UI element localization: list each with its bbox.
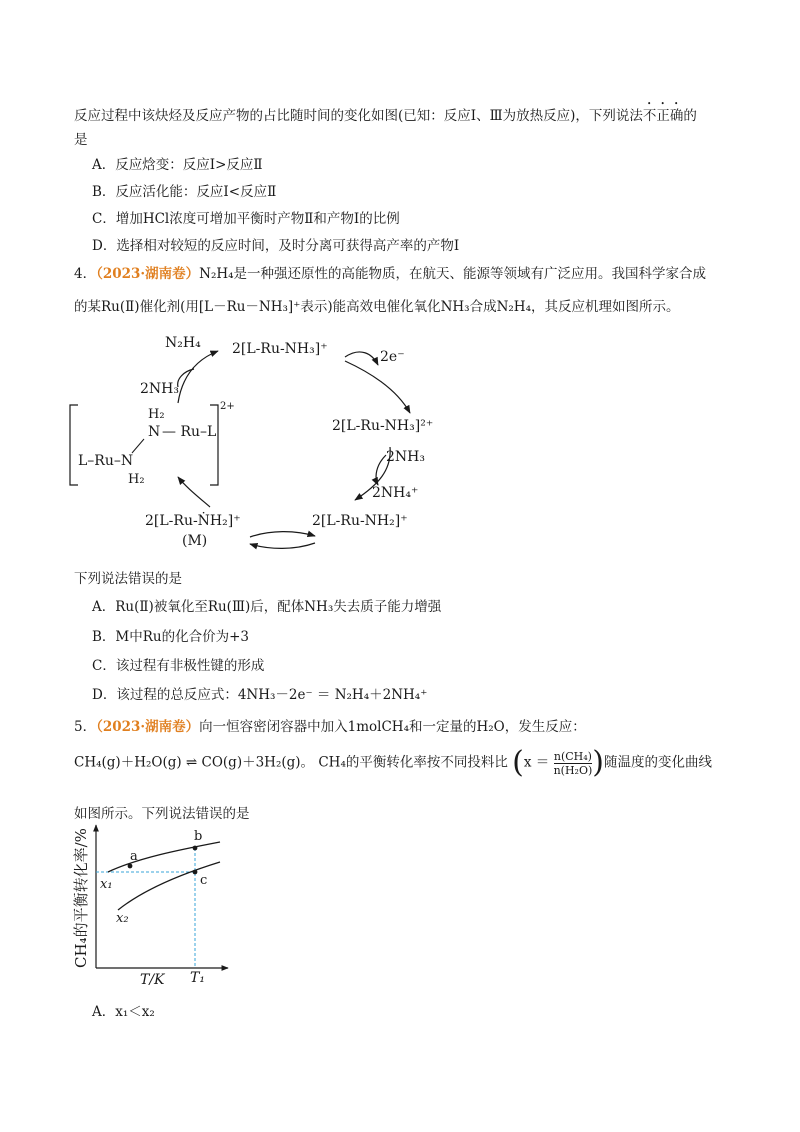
q5-option-a: A．x₁＜x₂: [92, 1004, 155, 1020]
q5-intro-line2: [74, 745, 712, 780]
q4-number: 4．: [74, 266, 97, 282]
dimer-bracket-right: [210, 405, 218, 485]
q5-ratio-fraction: [554, 750, 593, 777]
arrow-top-to-right: [345, 361, 410, 413]
right-reagent-label: 2NH₃: [386, 449, 425, 465]
q3-intro-line2: 是: [74, 132, 88, 148]
q4-intro-line2: 的某Ru(Ⅱ)催化剂(用[L－Ru－NH₃]⁺表示)能高效电催化氧化NH₃合成N₂H₄，其反应机理如图所示。: [74, 299, 680, 315]
x-tick-t1: T₁: [190, 970, 205, 986]
dimer-h2-bottom: H₂: [128, 472, 145, 487]
q5-number: 5．: [74, 719, 97, 735]
q3-option-a: A．反应焓变：反应Ⅰ>反应Ⅱ: [92, 157, 263, 173]
q4-source: （2023·湖南卷）: [96, 266, 200, 282]
series-label-1: x₁: [100, 877, 113, 892]
point-b: [193, 846, 198, 851]
arrow-bottom-to-dimer: [178, 477, 210, 507]
q4-option-c: C．该过程有非极性键的形成: [92, 658, 265, 674]
y-axis-label: CH₄的平衡转化率/%: [72, 828, 90, 968]
q5-mid-text: CH₄的平衡转化率按不同投料比: [318, 754, 508, 771]
q4-intro-line1: [74, 262, 706, 282]
n2h4-label: N₂H₄: [165, 335, 201, 351]
q3-option-d: D．选择相对较短的反应时间，及时分离可获得高产率的产物Ⅰ: [92, 238, 460, 254]
arrow-right-product-out: [376, 455, 386, 485]
point-c: [193, 870, 198, 875]
q3-intro-tail: 的: [683, 108, 697, 124]
q5-x-label: x ＝: [523, 754, 550, 771]
point-label-c: c: [200, 873, 208, 888]
point-label-a: a: [130, 849, 138, 864]
dimer-n-n-bond: [132, 439, 144, 453]
q5-tail: 随温度的变化曲线: [604, 754, 712, 771]
q4-option-d: D．该过程的总反应式：4NH₃－2e⁻ ＝ N₂H₄＋2NH₄⁺: [92, 687, 428, 703]
bottom-left-species-label: 2[L-Ru-ṄH₂]⁺: [145, 513, 241, 529]
electrons-label: 2e⁻: [380, 349, 405, 365]
q3-not-correct-emphasis: 不正确: [642, 108, 684, 124]
arrow-dimer-to-top: [178, 351, 218, 403]
dimer-n-top: N: [148, 424, 161, 440]
right-species-label: 2[L-Ru-NH₃]²⁺: [332, 418, 434, 434]
dimer-ru-l: — Ru–L: [162, 424, 217, 440]
x-axis-label: T/K: [140, 972, 165, 988]
q5-intro-line1: [74, 715, 586, 735]
q5-paren-close: ): [592, 745, 604, 780]
q5-paren-open: (: [512, 745, 524, 780]
q5-intro-line3: 如图所示。下列说法错误的是: [74, 806, 250, 822]
q5-intro-a: 向一恒容密闭容器中加入1molCH₄和一定量的H₂O，发生反应：: [199, 719, 586, 735]
q3-option-c: C．增加HCl浓度可增加平衡时产物Ⅱ和产物Ⅰ的比例: [92, 211, 400, 227]
q3-intro-text: 反应过程中该炔烃及反应产物的占比随时间的变化如图(已知：反应Ⅰ、Ⅲ为放热反应)，下列说法: [74, 108, 643, 124]
left-reagent-label: 2NH₃: [140, 381, 179, 397]
q5-frac-den: n(H₂O): [553, 763, 593, 777]
q5-frac-num: n(CH₄): [553, 749, 592, 763]
dimer-l-ru-n: L–Ru–N: [78, 453, 134, 469]
bottom-right-species-label: 2[L-Ru-NH₂]⁺: [312, 513, 408, 529]
q4-question: 下列说法错误的是: [74, 571, 182, 587]
point-a: [128, 864, 133, 869]
point-label-b: b: [194, 829, 203, 844]
q5-source: （2023·湖南卷）: [96, 719, 200, 735]
dimer-bracket-left: [70, 405, 78, 485]
q4-mechanism-diagram: [60, 325, 520, 555]
dimer-h2-top: H₂: [148, 407, 165, 422]
q4-intro-a: N₂H₄是一种强还原性的高能物质，在航天、能源等领域有广泛应用。我国科学家合成: [199, 266, 707, 282]
series-label-2: x₂: [116, 911, 129, 926]
bottom-left-m-label: (M): [182, 533, 208, 549]
q3-option-b: B．反应活化能：反应Ⅰ<反应Ⅱ: [92, 184, 277, 200]
q5-conversion-chart: [68, 820, 238, 990]
q5-reaction: CH₄(g)＋H₂O(g) ⇌ CO(g)＋3H₂(g)。: [74, 754, 315, 771]
arrow-equilibrium-back: [250, 543, 315, 548]
arrow-equilibrium-forward: [250, 532, 315, 537]
dimer-charge: 2+: [220, 401, 235, 412]
q3-intro-line1: [74, 100, 697, 124]
top-species-label: 2[L-Ru-NH₃]⁺: [232, 341, 328, 357]
q4-option-a: A．Ru(Ⅱ)被氧化至Ru(Ⅲ)后，配体NH₃失去质子能力增强: [92, 599, 442, 615]
q4-option-b: B．M中Ru的化合价为+3: [92, 629, 250, 645]
right-product-label: 2NH₄⁺: [372, 485, 419, 501]
